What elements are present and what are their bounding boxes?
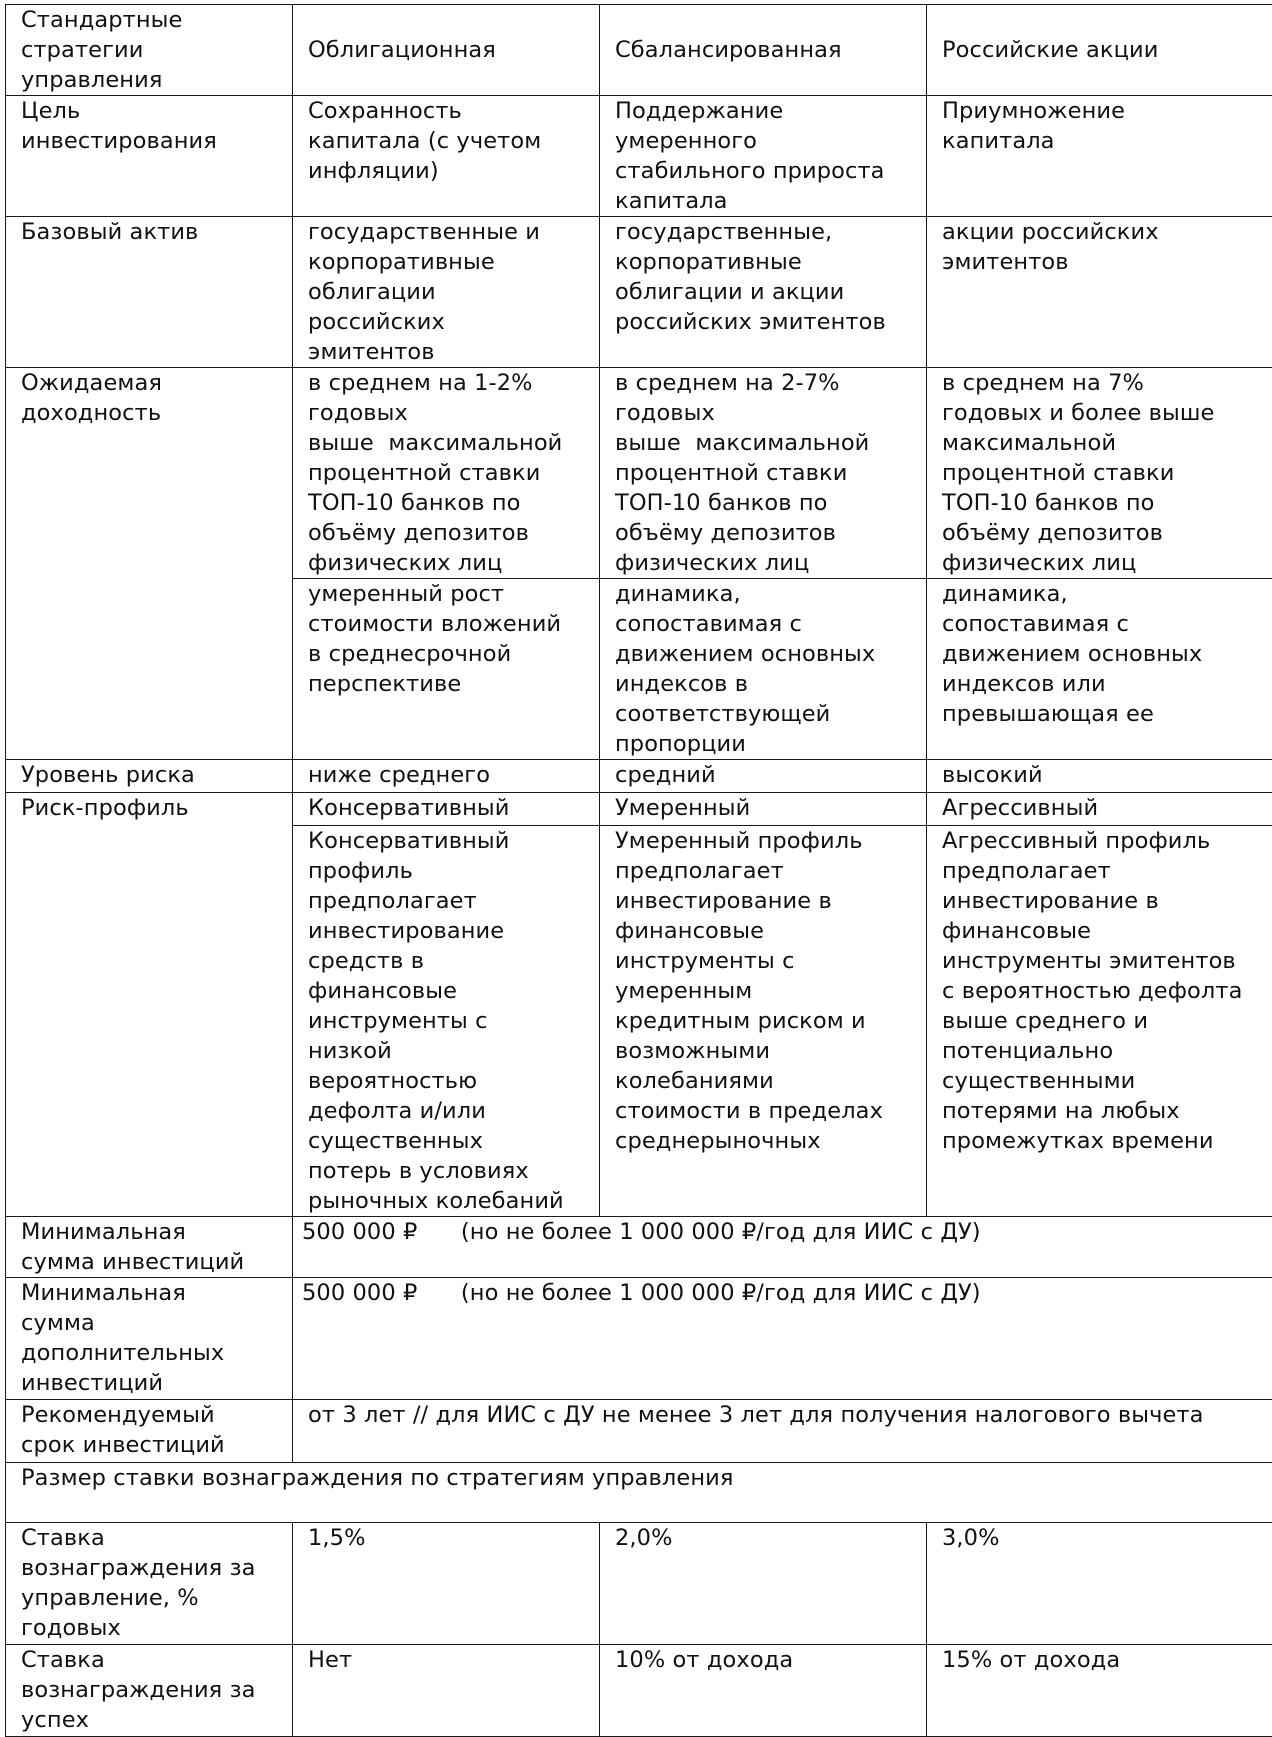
base-asset-label-cell: Базовый актив	[6, 217, 293, 368]
header-balanced-cell: Сбалансированная	[600, 5, 927, 96]
min-additional-row	[6, 1278, 1272, 1400]
expected-dynamics-balanced-cell: динамика, сопоставимая с движением основных индексов в соответствующей пропорции	[600, 579, 927, 760]
risk-profile-label-cell: Риск-профиль	[6, 793, 293, 1217]
expected-dynamics-bond-cell: умеренный рост стоимости вложений в среднесрочной перспективе	[293, 579, 600, 760]
header-row	[6, 5, 1272, 96]
recommended-term-label-cell: Рекомендуемый срок инвестиций	[6, 1400, 293, 1463]
strategy-table	[5, 4, 1272, 1737]
goal-row	[6, 96, 1272, 217]
base-asset-stocks-cell: акции российских эмитентов	[927, 217, 1272, 368]
recommended-term-row	[6, 1400, 1272, 1463]
goal-bond-cell: Сохранность капитала (с учетом инфляции)	[293, 96, 600, 217]
mgmt-fee-row	[6, 1523, 1272, 1645]
goal-label-cell: Цель инвестирования	[6, 96, 293, 217]
expected-return-stocks-cell: в среднем на 7% годовых и более выше максимальной процентной ставки ТОП-10 банков по объёму депозитов физических лиц	[927, 368, 1272, 579]
expected-return-label-cell: Ожидаемая доходность	[6, 368, 293, 760]
min-investment-row	[6, 1217, 1272, 1278]
header-label-cell: Стандартные стратегии управления	[6, 5, 293, 96]
base-asset-row	[6, 217, 1272, 368]
base-asset-bond-cell: государственные и корпоративные облигации российских эмитентов	[293, 217, 600, 368]
goal-balanced-cell: Поддержание умеренного стабильного прироста капитала	[600, 96, 927, 217]
risk-level-bond-cell: ниже среднего	[293, 760, 600, 793]
mgmt-fee-label-cell: Ставка вознаграждения за управление, % годовых	[6, 1523, 293, 1645]
expected-dynamics-stocks-cell: динамика, сопоставимая с движением основных индексов или превышающая ее	[927, 579, 1272, 760]
mgmt-fee-stocks-cell: 3,0%	[927, 1523, 1272, 1645]
success-fee-balanced-cell: 10% от дохода	[600, 1645, 927, 1737]
min-additional-value-cell: 500 000 ₽ (но не более 1 000 000 ₽/год для ИИС с ДУ)	[293, 1278, 1272, 1400]
expected-return-bond-cell: в среднем на 1-2% годовых выше максимальной процентной ставки ТОП-10 банков по объёму депозитов физических лиц	[293, 368, 600, 579]
risk-profile-balanced-cell: Умеренный	[600, 793, 927, 826]
base-asset-balanced-cell: государственные, корпоративные облигации и акции российских эмитентов	[600, 217, 927, 368]
risk-level-balanced-cell: средний	[600, 760, 927, 793]
risk-profile-desc-balanced-cell: Умеренный профиль предполагает инвестирование в финансовые инструменты с умеренным кредитным риском и возможными колебаниями стоимости в пределах среднерыночных	[600, 826, 927, 1217]
success-fee-label-cell: Ставка вознаграждения за успех	[6, 1645, 293, 1737]
recommended-term-value-cell: от 3 лет // для ИИС с ДУ не менее 3 лет для получения налогового вычета	[293, 1400, 1272, 1463]
expected-return-balanced-cell: в среднем на 2-7% годовых выше максимальной процентной ставки ТОП-10 банков по объёму депозитов физических лиц	[600, 368, 927, 579]
risk-level-label-cell: Уровень риска	[6, 760, 293, 793]
success-fee-stocks-cell: 15% от дохода	[927, 1645, 1272, 1737]
min-investment-value-cell: 500 000 ₽ (но не более 1 000 000 ₽/год для ИИС с ДУ)	[293, 1217, 1272, 1278]
risk-level-row	[6, 760, 1272, 793]
risk-profile-stocks-cell: Агрессивный	[927, 793, 1272, 826]
header-russian-stocks-cell: Российские акции	[927, 5, 1272, 96]
success-fee-row	[6, 1645, 1272, 1737]
mgmt-fee-bond-cell: 1,5%	[293, 1523, 600, 1645]
header-bond-cell: Облигационная	[293, 5, 600, 96]
success-fee-bond-cell: Нет	[293, 1645, 600, 1737]
fee-section-title: Размер ставки вознаграждения по стратегиям управления	[6, 1463, 1272, 1523]
risk-profile-bond-cell: Консервативный	[293, 793, 600, 826]
goal-stocks-cell: Приумножение капитала	[927, 96, 1272, 217]
mgmt-fee-balanced-cell: 2,0%	[600, 1523, 927, 1645]
min-additional-label-cell: Минимальная сумма дополнительных инвестиций	[6, 1278, 293, 1400]
risk-profile-desc-bond-cell: Консервативный профиль предполагает инвестирование средств в финансовые инструменты с низкой вероятностью дефолта и/или существенных потерь в условиях рыночных колебаний	[293, 826, 600, 1217]
risk-level-stocks-cell: высокий	[927, 760, 1272, 793]
min-investment-label-cell: Минимальная сумма инвестиций	[6, 1217, 293, 1278]
risk-profile-row	[6, 793, 1272, 826]
expected-return-row	[6, 368, 1272, 579]
fee-section-row	[6, 1463, 1272, 1523]
risk-profile-desc-stocks-cell: Агрессивный профиль предполагает инвестирование в финансовые инструменты эмитентов с вероятностью дефолта выше среднего и потенциально существенными потерями на любых промежутках времени	[927, 826, 1272, 1217]
